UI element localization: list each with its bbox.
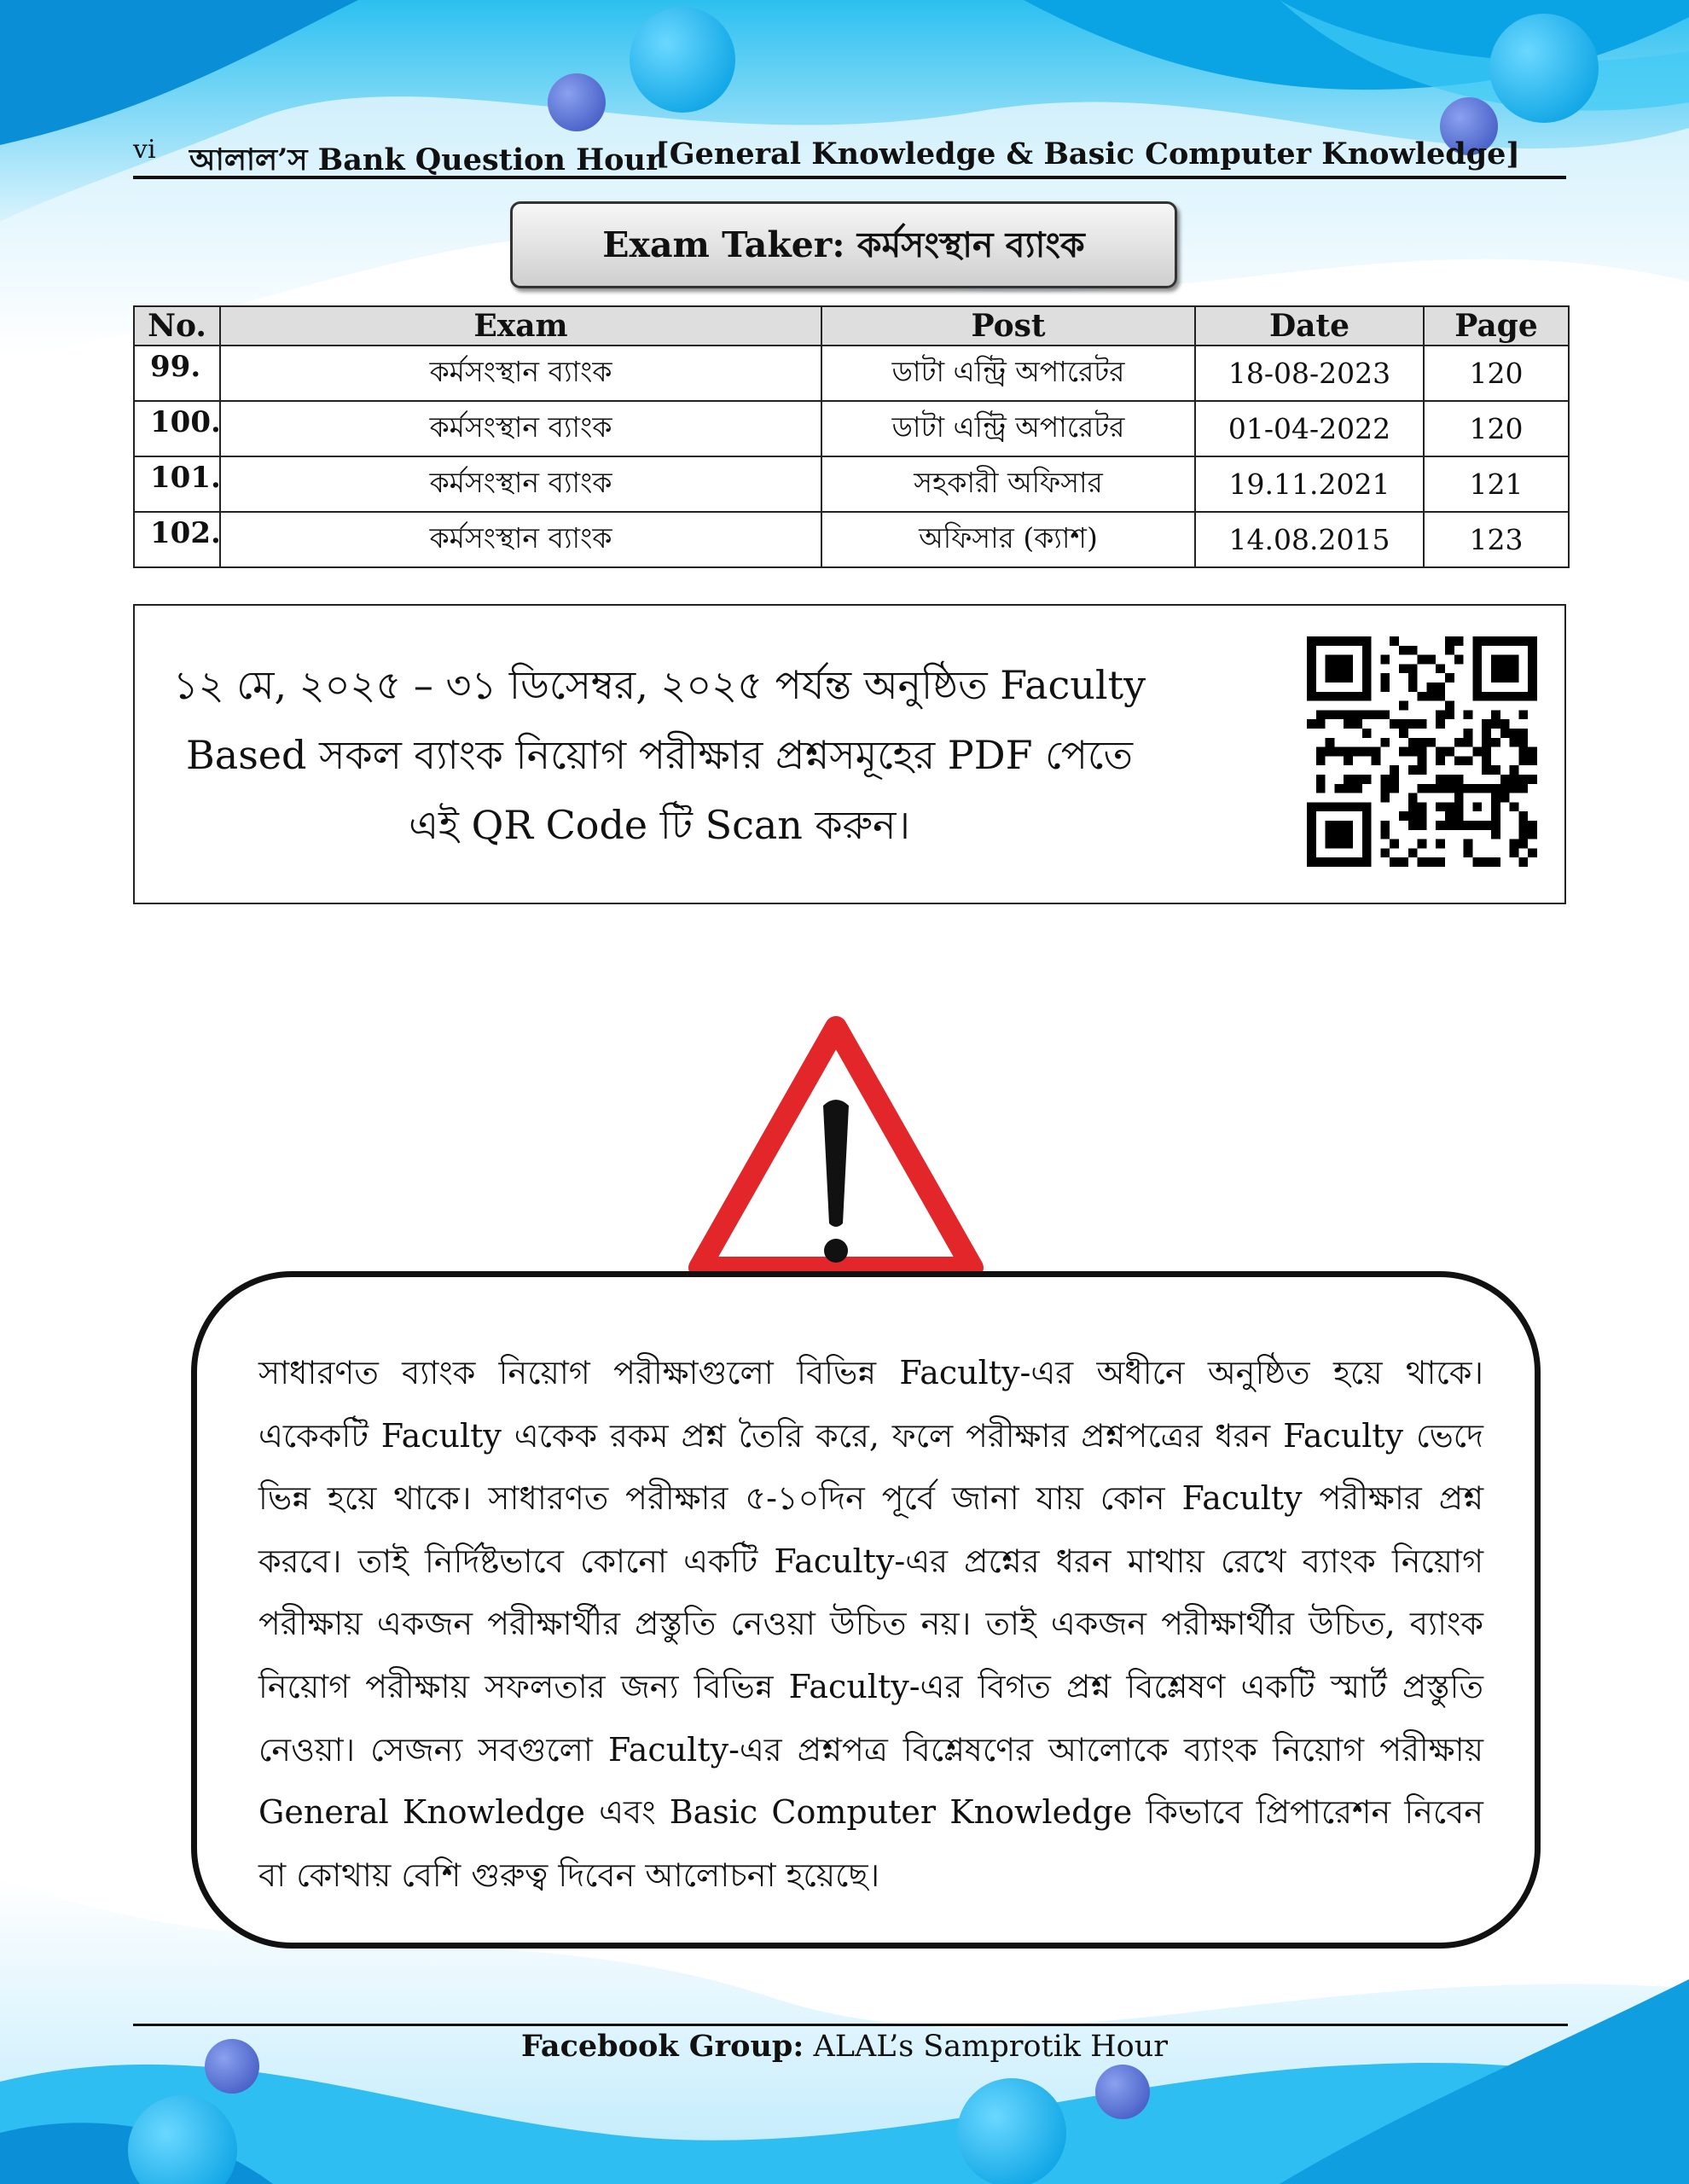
table-header-row (134, 306, 1569, 346)
post-cell: ডাটা এন্ট্রি অপারেটর (821, 401, 1195, 456)
footer (0, 2029, 1689, 2064)
exam-cell: কর্মসংস্থান ব্যাংক (220, 401, 821, 456)
running-header (133, 130, 1566, 179)
exam-cell: কর্মসংস্থান ব্যাংক (220, 346, 821, 401)
page-cell: 121 (1424, 456, 1569, 512)
table-row (134, 512, 1569, 567)
exam-taker-label: Exam Taker: (602, 224, 845, 265)
table-row (134, 346, 1569, 401)
exam-table (133, 305, 1570, 568)
page-cell: 120 (1424, 401, 1569, 456)
exam-cell: কর্মসংস্থান ব্যাংক (220, 456, 821, 512)
subject-title: [General Knowledge & Basic Computer Knowledge] (655, 136, 1520, 171)
row-number: 102. (134, 512, 220, 567)
page-cell: 123 (1424, 512, 1569, 567)
date-cell: 19.11.2021 (1195, 456, 1424, 512)
faculty-notice-box (191, 1271, 1541, 1949)
book-title: আলাল’স Bank Question Hour (189, 142, 662, 177)
exam-cell: কর্মসংস্থান ব্যাংক (220, 512, 821, 567)
footer-label: Facebook Group: (520, 2029, 804, 2064)
qr-code[interactable] (1307, 636, 1537, 867)
footer-divider (133, 2024, 1568, 2026)
page-number: vi (133, 135, 156, 165)
table-row (134, 401, 1569, 456)
post-cell: অফিসার (ক্যাশ) (821, 512, 1195, 567)
column-header: No. (134, 306, 220, 346)
qr-notice-text: ১২ মে, ২০২৫ – ৩১ ডিসেম্বর, ২০২৫ পর্যন্ত অনুষ্ঠিত Faculty Based সকল ব্যাংক নিয়োগ পরীক্ষার প্রশ্নসমূহের PDF পেতে এই QR Code টি Scan করুন। (172, 662, 1146, 848)
column-header: Exam (220, 306, 821, 346)
exam-taker-name: কর্মসংস্থান ব্যাংক (856, 224, 1085, 265)
faculty-notice-text: সাধারণত ব্যাংক নিয়োগ পরীক্ষাগুলো বিভিন্ন Faculty-এর অধীনে অনুষ্ঠিত হয়ে থাকে। একেকটি Faculty একেক রকম প্রশ্ন তৈরি করে, ফলে পরীক্ষার প্রশ্নপত্রের ধরন Faculty ভেদে ভিন্ন হয়ে থাকে। সাধারণত পরীক্ষার ৫-১০দিন পূর্বে জানা যায় কোন Faculty পরীক্ষার প্রশ্ন করবে। তাই নির্দিষ্টভাবে কোনো একটি Faculty-এর প্রশ্নের ধরন মাথায় রেখে ব্যাংক নিয়োগ পরীক্ষায় একজন পরীক্ষার্থীর প্রস্তুতি নেওয়া উচিত নয়। তাই একজন পরীক্ষার্থীর উচিত, ব্যাংক নিয়োগ পরীক্ষায় সফলতার জন্য বিভিন্ন Faculty-এর বিগত প্রশ্ন বিশ্লেষণ একটি স্মার্ট প্রস্তুতি নেওয়া। সেজন্য সবগুলো Faculty-এর প্রশ্নপত্র বিশ্লেষণের আলোকে ব্যাংক নিয়োগ পরীক্ষায় General Knowledge এবং Basic Computer Knowledge কিভাবে প্রিপারেশন নিবেন বা কোথায় বেশি গুরুত্ব দিবেন আলোচনা হয়েছে। (258, 1354, 1483, 1894)
column-header: Post (821, 306, 1195, 346)
row-number: 100. (134, 401, 220, 456)
date-cell: 01-04-2022 (1195, 401, 1424, 456)
table-row (134, 456, 1569, 512)
row-number: 101. (134, 456, 220, 512)
warning-icon (682, 1012, 990, 1285)
exam-taker-banner (510, 201, 1177, 288)
page-cell: 120 (1424, 346, 1569, 401)
date-cell: 18-08-2023 (1195, 346, 1424, 401)
column-header: Date (1195, 306, 1424, 346)
footer-group-name: ALAL’s Samprotik Hour (813, 2030, 1168, 2064)
date-cell: 14.08.2015 (1195, 512, 1424, 567)
row-number: 99. (134, 346, 220, 401)
column-header: Page (1424, 306, 1569, 346)
post-cell: ডাটা এন্ট্রি অপারেটর (821, 346, 1195, 401)
post-cell: সহকারী অফিসার (821, 456, 1195, 512)
qr-notice-box (133, 604, 1566, 904)
